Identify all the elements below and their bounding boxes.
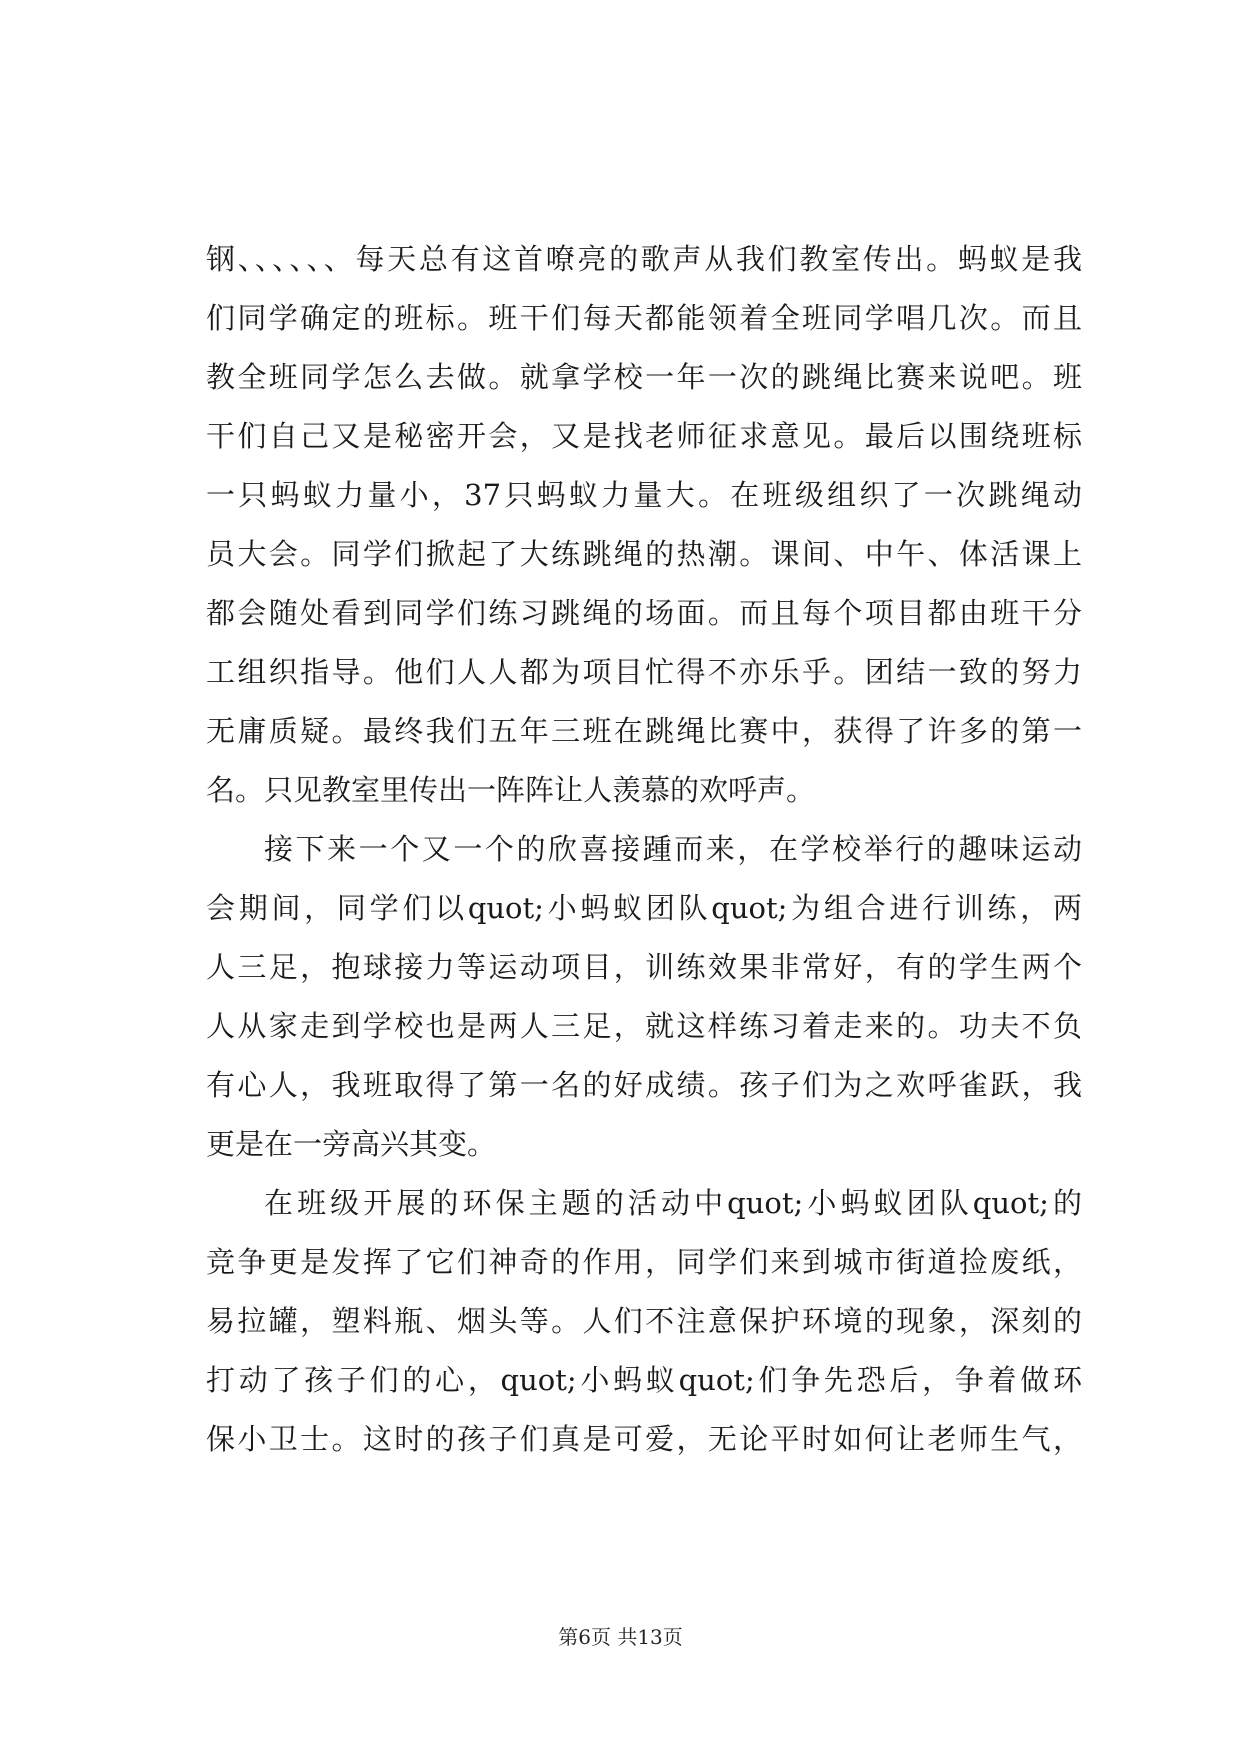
text-line: 在班级开展的环保主题的活动中quot;小蚂蚁团队quot;的 (264, 1186, 1082, 1220)
text-line: 竞争更是发挥了它们神奇的作用，同学们来到城市街道捡废纸， (206, 1245, 1082, 1279)
text-line: 人三足，抱球接力等运动项目，训练效果非常好，有的学生两个 (206, 950, 1082, 984)
text-line: 都会随处看到同学们练习跳绳的场面。而且每个项目都由班干分 (206, 596, 1082, 630)
page-footer: 第6页 共13页 (558, 1625, 683, 1649)
text-line: 干们自己又是秘密开会，又是找老师征求意见。最后以围绕班标 (206, 419, 1082, 453)
text-line: 会期间，同学们以quot;小蚂蚁团队quot;为组合进行训练，两 (206, 891, 1082, 925)
text-line: 无庸质疑。最终我们五年三班在跳绳比赛中，获得了许多的第一 (206, 714, 1082, 748)
text-line: 一只蚂蚁力量小，37只蚂蚁力量大。在班级组织了一次跳绳动 (206, 478, 1082, 512)
text-line: 们同学确定的班标。班干们每天都能领着全班同学唱几次。而且 (206, 301, 1082, 335)
text-line: 工组织指导。他们人人都为项目忙得不亦乐乎。团结一致的努力 (206, 655, 1082, 689)
text-line: 名。只见教室里传出一阵阵让人羡慕的欢呼声。 (206, 773, 816, 807)
body-text (206, 230, 1082, 1469)
text-line: 接下来一个又一个的欣喜接踵而来，在学校举行的趣味运动 (264, 832, 1082, 866)
text-line: 更是在一旁高兴其变。 (206, 1127, 497, 1161)
text-line: 教全班同学怎么去做。就拿学校一年一次的跳绳比赛来说吧。班 (206, 360, 1082, 394)
text-line: 打动了孩子们的心，quot;小蚂蚁quot;们争先恐后，争着做环 (206, 1363, 1082, 1397)
text-line: 保小卫士。这时的孩子们真是可爱，无论平时如何让老师生气， (206, 1422, 1082, 1456)
text-line: 易拉罐，塑料瓶、烟头等。人们不注意保护环境的现象，深刻的 (206, 1304, 1082, 1338)
text-line: 有心人，我班取得了第一名的好成绩。孩子们为之欢呼雀跃，我 (206, 1068, 1082, 1102)
text-line: 人从家走到学校也是两人三足，就这样练习着走来的。功夫不负 (206, 1009, 1082, 1043)
text-line: 钢、、、、、、每天总有这首嘹亮的歌声从我们教室传出。蚂蚁是我 (206, 242, 1082, 276)
text-line: 员大会。同学们掀起了大练跳绳的热潮。课间、中午、体活课上 (206, 537, 1082, 571)
